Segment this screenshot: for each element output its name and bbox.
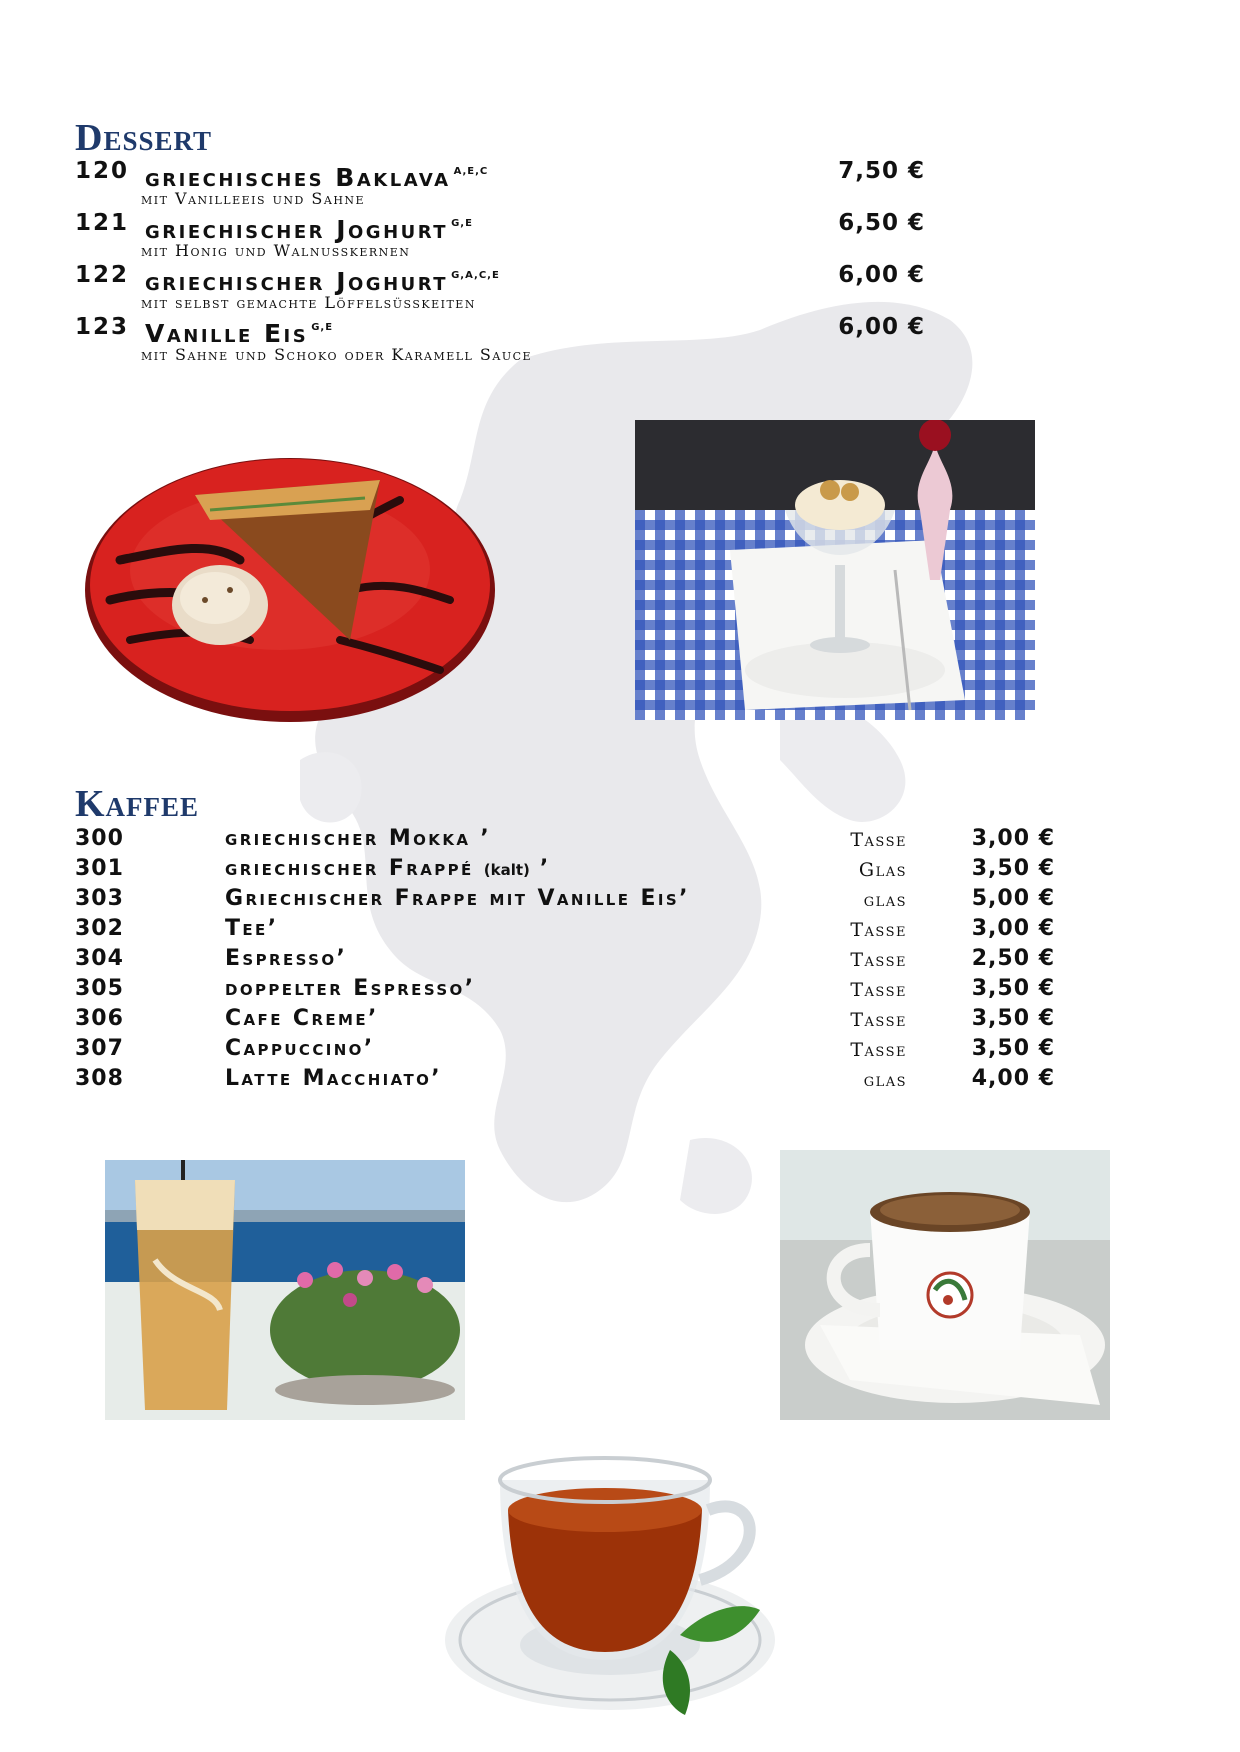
item-name: Tee’ [225,916,279,941]
item-number: 122 [75,262,130,288]
item-price: 7,50 € [838,158,925,184]
item-number: 121 [75,210,130,236]
greek-coffee-photo [780,1150,1110,1420]
item-name: griechischer Frappé (kalt) ’ [225,856,551,881]
tea-cup-photo [440,1420,800,1720]
item-description: mit Sahne und Schoko oder Karamell Sauce [141,345,533,364]
coffee-item [75,1006,1055,1036]
item-serving: Tasse [850,979,907,1001]
item-name: Vanille Eis $^{G,E}$ [145,319,334,348]
item-name: Cafe Creme’ [225,1006,379,1031]
item-price: 6,50 € [838,210,925,236]
item-number: 301 [75,856,124,881]
item-price: 3,00 € [971,826,1055,851]
kaffee-heading: Kaffee [75,783,200,825]
baklava-photo [80,440,500,740]
coffee-item [75,1036,1055,1066]
item-price: 5,00 € [971,886,1055,911]
dessert-item [75,314,925,366]
item-number: 123 [75,314,130,340]
item-serving: glas [863,889,907,911]
item-price: 6,00 € [838,262,925,288]
dessert-item [75,262,925,314]
coffee-item [75,1066,1055,1096]
item-serving: Tasse [850,919,907,941]
allergen-codes: G,E [451,218,473,229]
item-price: 3,50 € [971,1006,1055,1031]
item-description: mit selbst gemachte Löffelsüsskeiten [141,293,476,312]
item-number: 302 [75,916,124,941]
item-serving: Tasse [850,949,907,971]
allergen-codes: G,E [311,322,334,333]
item-price: 4,00 € [971,1066,1055,1091]
item-number: 306 [75,1006,124,1031]
item-serving: Glas [858,859,907,881]
coffee-item [75,826,1055,856]
item-price: 3,50 € [971,856,1055,881]
frappe-photo [105,1160,465,1420]
coffee-item [75,856,1055,886]
allergen-codes: A,E,C [453,166,489,177]
item-number: 303 [75,886,124,911]
item-description: mit Vanilleeis und Sahne [141,189,366,208]
dessert-item [75,158,925,210]
item-price: 3,00 € [971,916,1055,941]
coffee-item [75,916,1055,946]
coffee-item [75,946,1055,976]
item-price: 2,50 € [971,946,1055,971]
item-number: 307 [75,1036,124,1061]
item-serving: Tasse [850,829,907,851]
item-serving: Tasse [850,1009,907,1031]
item-name: Griechischer Frappe mit Vanille Eis’ [225,886,690,911]
item-number: 308 [75,1066,124,1091]
item-name: griechischer Joghurt $^{G,A,C,E}$ [145,267,500,296]
item-note: (kalt) [483,861,530,879]
dessert-heading: Dessert [75,117,213,159]
item-name: doppelter Espresso’ [225,976,476,1001]
allergen-codes: G,A,C,E [451,270,500,281]
item-serving: glas [863,1069,907,1091]
vanilla-ice-cream-photo [635,420,1035,720]
item-serving: Tasse [850,1039,907,1061]
coffee-item [75,976,1055,1006]
item-name: griechischer Mokka ’ [225,826,492,851]
item-name: Latte Macchiato’ [225,1066,443,1091]
dessert-item [75,210,925,262]
item-number: 304 [75,946,124,971]
item-price: 3,50 € [971,1036,1055,1061]
item-number: 305 [75,976,124,1001]
item-name: Espresso’ [225,946,348,971]
item-description: mit Honig und Walnusskernen [141,241,411,260]
item-name: Cappuccino’ [225,1036,375,1061]
item-price: 6,00 € [838,314,925,340]
item-name: griechischer Joghurt $^{G,E}$ [145,215,473,244]
item-price: 3,50 € [971,976,1055,1001]
item-name: griechisches Baklava $^{A,E,C}$ [145,163,489,192]
item-number: 120 [75,158,130,184]
coffee-item [75,886,1055,916]
item-number: 300 [75,826,124,851]
